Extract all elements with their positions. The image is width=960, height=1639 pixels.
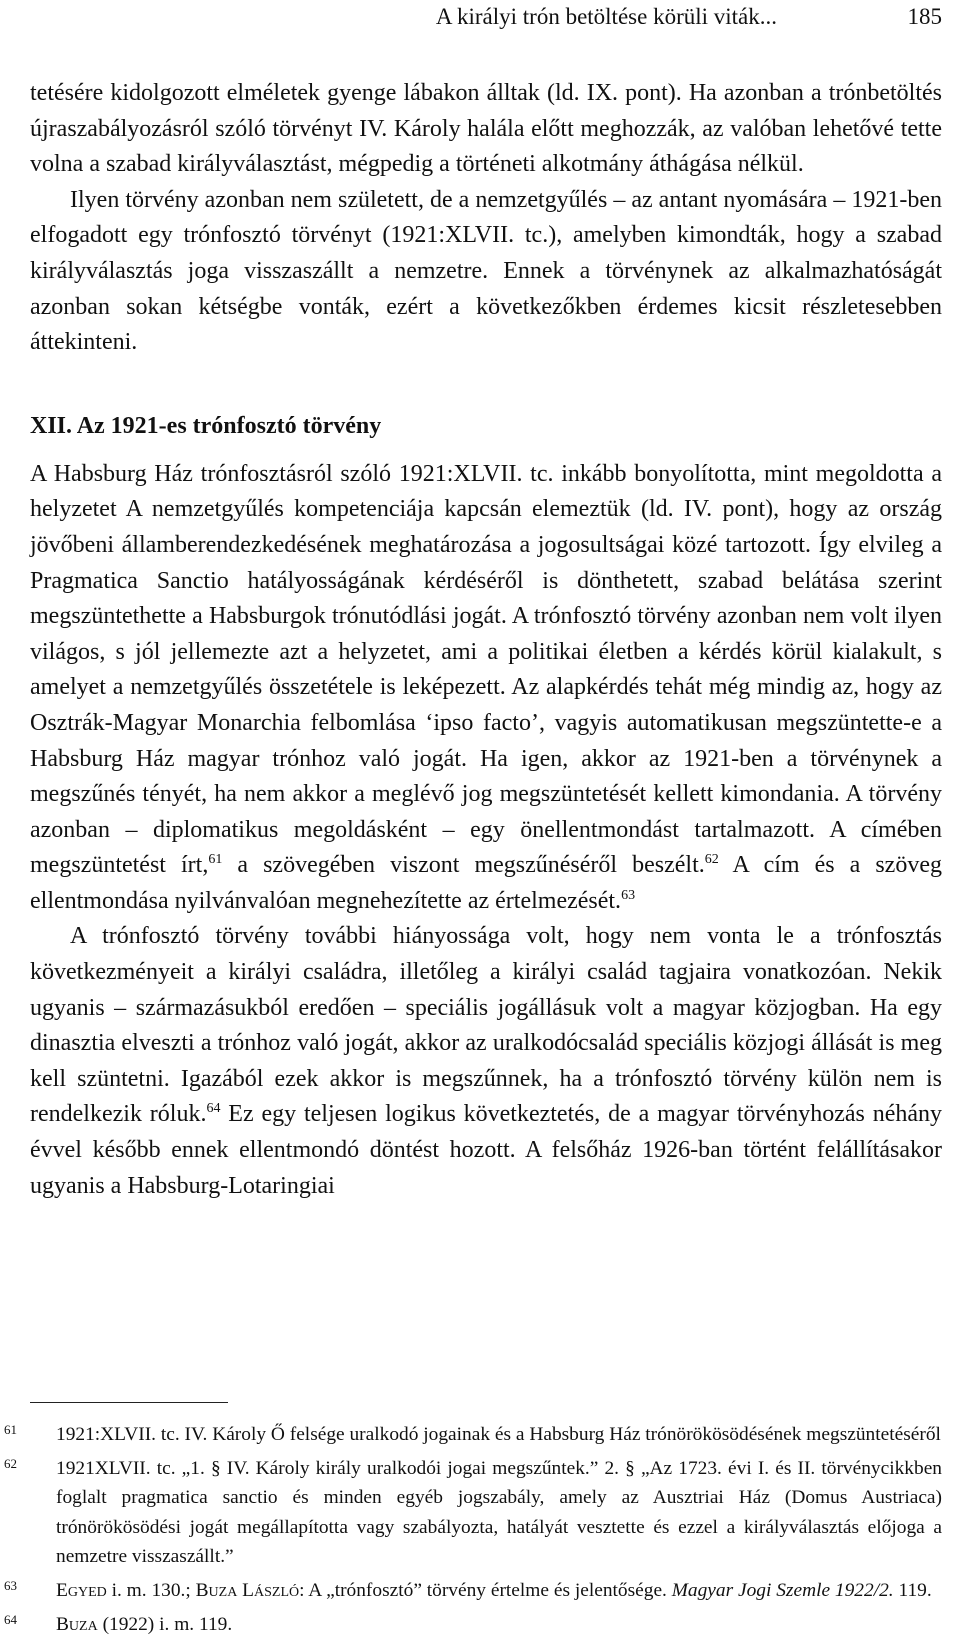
footnote-journal: Magyar Jogi Szemle 1922/2. [671, 1580, 894, 1602]
page-number: 185 [907, 4, 942, 29]
footnotes [4, 1415, 942, 1639]
paragraph-text: A Habsburg Ház trónfosztásról szóló 1921:XLVII. tc. inkább bonyolította, mint megoldotta a helyzetet A nemzetgyűlés kompetenciája kapcsán elemeztük (ld. IV. pont), hogy az ország jövőbeni államberendezkedésének meghatározása a jogosultságai közé tartozott. Így elvileg a Pragmatica Sanctio hatályosságának kérdéséről is dönthetett, szabad belátása szerint megszüntethette a Habsburgok trónutódlási jogát. A trónfosztó törvény azonban nem volt ilyen világos, s jól jellemezte azt a helyzetet, ami a politikai életben a kérdés körül kialakult, s amelyet a nemzetgyűlés összetétele is leképezett. Az alapkérdés tehát még mindig az, hogy az Osztrák-Magyar Monarchia felbomlása ‘ipso facto’, vagyis automatikusan megszüntette-e a Habsburg Ház magyar trónhoz való jogát. Ha igen, akkor az 1921-ben a törvénynek a megszűnés tényét, ha nem akkor a meglévő jog megszüntetését kellett kimondania. A törvény azonban – diplomatikus megoldásként – egy önellentmondást tartalmazott. A címében megszüntetést írt, [30, 460, 942, 879]
footnote-text: 119. [893, 1580, 932, 1602]
paragraph [30, 457, 942, 920]
footnote-ref[interactable]: 64 [206, 1101, 221, 1117]
paragraph: tetésére kidolgozott elméletek gyenge lábakon álltak (ld. IX. pont). Ha azonban a trónbetöltés újraszabályozásról szóló törvényt IV. Károly halála előtt meghozzák, az valóban lehetővé tette volna a szabad királyválasztást, mégpedig a történeti alkotmány áthágása nélkül. [30, 80, 942, 178]
main-text [30, 76, 942, 1204]
footnote-text: : A „trónfosztó” törvény értelme és jelentősége. [299, 1580, 672, 1602]
paragraph: Ilyen törvény azonban nem született, de a nemzetgyűlés – az antant nyomására – 1921-ben elfogadott egy trónfosztó törvényt (1921:XLVII. tc.), amelyben kimondták, hogy a szabad királyválasztás joga visszaszállt a nemzetre. Ennek a törvénynek az alkalmazhatóságát azonban sokan kétségbe vonták, ezért a következőkben érdemes kicsit részletesebben áttekinteni. [30, 186, 942, 356]
footnote [4, 1605, 942, 1639]
footnote-divider [30, 1402, 228, 1403]
paragraph-text: A trónfosztó törvény további hiányossága volt, hogy nem vonta le a trónfosztás következményeit a királyi családra, illetőleg a királyi család tagjaira vonatkozóan. Nekik ugyanis – származásukból eredően – speciális jogállásuk volt a magyar közjogban. Ha egy dinasztia elveszti a trónhoz való jogát, akkor az uralkodócsalád speciális közjogi állását is meg kell szüntetni. Igazából ezek akkor is megszűnnek, ha a trónfosztó törvény külön nem is rendelkezik róluk. [30, 923, 942, 1128]
paragraph-text: A cím és a szöveg ellentmondása nyilvánvalóan megnehezítette az értelmezését. [30, 852, 942, 914]
footnote-ref[interactable]: 61 [208, 852, 223, 868]
footnote-text: i. m. 130.; [106, 1580, 196, 1602]
footnote-ref[interactable]: 63 [621, 887, 636, 903]
footnote-author: Egyed [56, 1580, 107, 1602]
footnote-number: 61 [4, 1422, 17, 1437]
footnote-text: 1921XLVII. tc. „1. § IV. Károly király uralkodói jogai megszűntek.” 2. § „Az 1723. évi I. és II. törvénycikkben foglalt pragmatica sanctio és minden egyéb jogszabály, amely az Ausztriai Ház (Domus Austriaca) trónörökösödési jogát megállapította vagy szabályozta, hatályát vesztette és ezzel a királyválasztás előjoga a nemzetre visszaszállt.” [56, 1458, 942, 1567]
footnote-author: Buza László [195, 1580, 300, 1602]
footnote-ref[interactable]: 62 [704, 852, 719, 868]
footnote [4, 1415, 942, 1449]
footnote [4, 1571, 942, 1605]
paragraph-text: Ez egy teljesen logikus következtetés, de a magyar törvényhozás néhány évvel később ennek ellentmondó döntést hozott. A felsőház 1926-ban történt felállításakor ugyanis a Habsburg-Lotaringiai [30, 1101, 942, 1199]
footnote [4, 1449, 942, 1571]
footnote-text: 1921:XLVII. tc. IV. Károly Ő felsége uralkodó jogainak és a Habsburg Ház trónörökösödésének megszüntetéséről [56, 1424, 941, 1445]
paragraph-text: a szövegében viszont megszűnéséről beszélt. [222, 852, 705, 879]
footnote-number: 63 [4, 1578, 17, 1594]
footnote-author: Buza [56, 1614, 98, 1636]
footnote-text: (1922) i. m. 119. [97, 1614, 233, 1636]
footnote-number: 64 [4, 1612, 17, 1628]
footnote-number: 62 [4, 1456, 17, 1472]
page-header [30, 2, 942, 32]
paragraph [30, 919, 942, 1204]
running-title: A királyi trón betöltése körüli viták... [435, 4, 777, 29]
section-heading: XII. Az 1921-es trónfosztó törvény [30, 412, 382, 439]
